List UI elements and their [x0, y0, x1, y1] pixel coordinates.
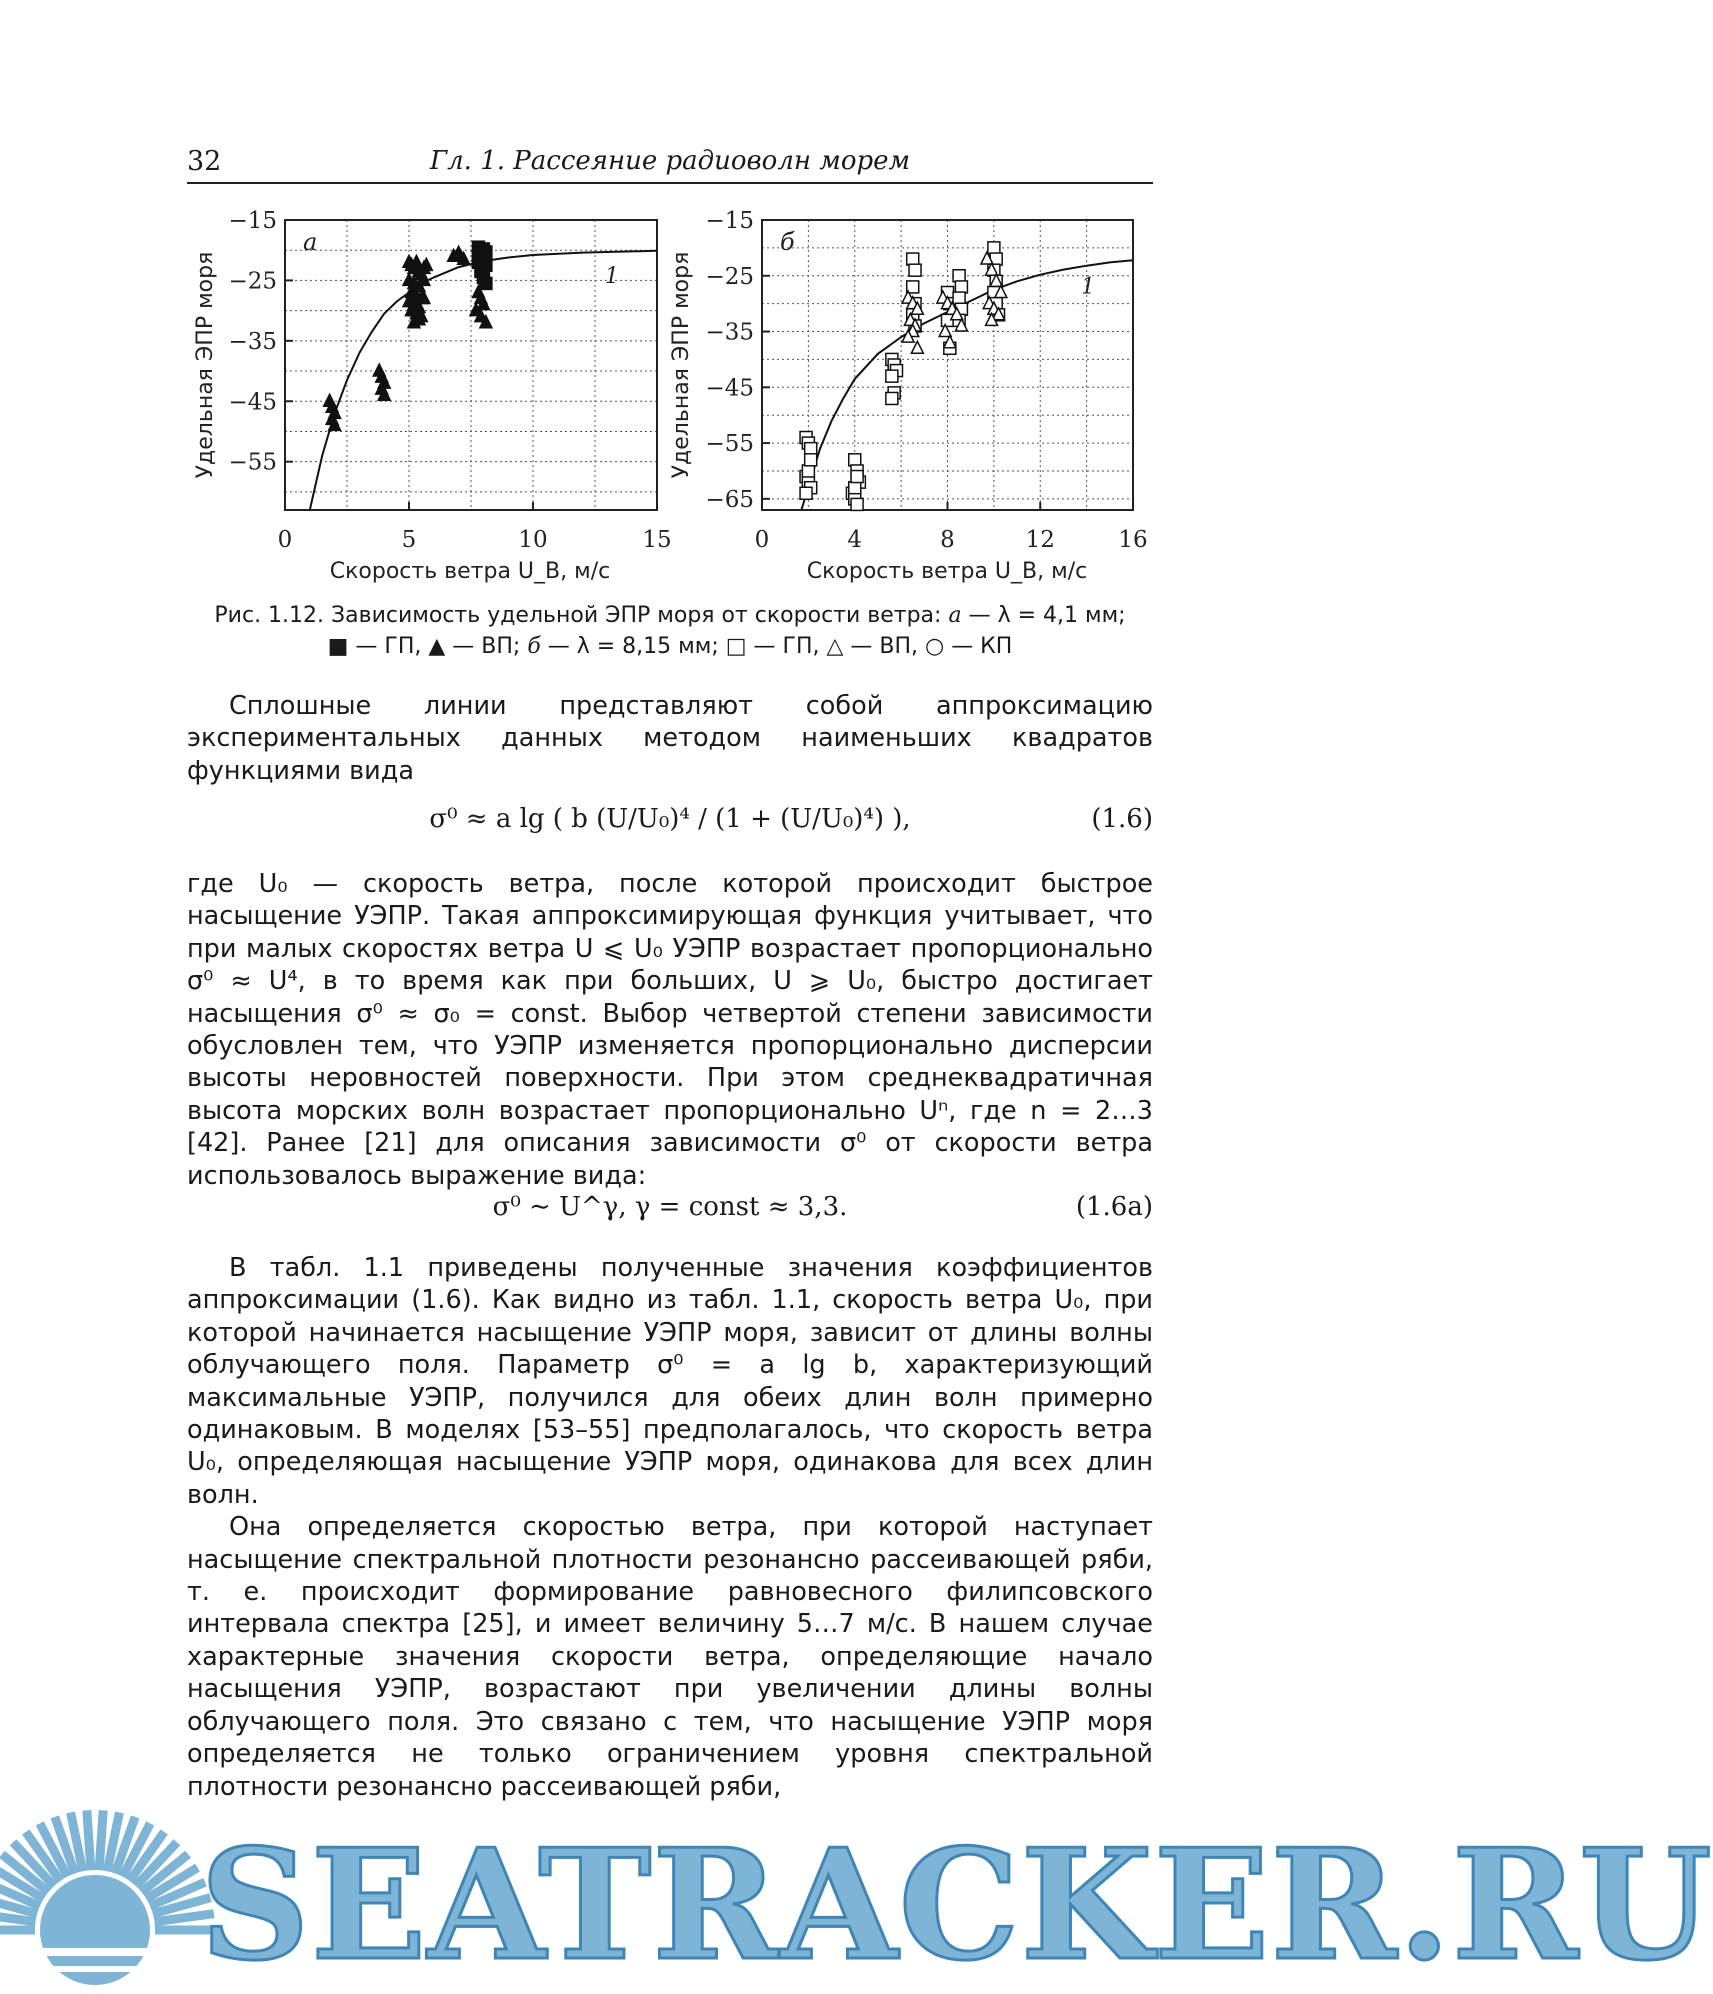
figure-caption: [187, 600, 1153, 662]
x-tick-label: 0: [754, 527, 770, 553]
data-point-square: [477, 250, 489, 262]
x-tick-label: 16: [1118, 527, 1148, 553]
data-point-square: [849, 454, 861, 466]
data-point-square: [480, 277, 492, 289]
x-tick-label: 4: [847, 527, 863, 553]
data-point-square: [907, 253, 919, 265]
sun-ray: [99, 1810, 103, 1870]
paragraph-2: где U₀ — скорость ветра, после которой происходит быстрое насыщение УЭПР. Такая аппроксимирующая функция учитывает, что при малых скоростях ветра U ⩽ U₀ УЭПР возрастает пропорционально σ⁰ ≈ U⁴, в то время как при больших, U ⩾ U₀, быстро достигает насыщения σ⁰ ≈ σ₀ = const. Выбор четвертой степени зависимости обусловлен тем, что УЭПР изменяется пропорционально дисперсии высоты неровностей поверхности. При этом среднеквадратичная высота морских волн возрастает пропорционально Uⁿ, где n = 2…3 [42]. Ранее [21] для описания зависимости σ⁰ от скорости ветра использовалось выражение вида:: [187, 869, 1153, 1191]
data-point-square: [802, 465, 814, 477]
data-point-square: [849, 482, 861, 494]
data-point-triangle: [911, 341, 923, 353]
chapter-title: Гл. 1. Рассеяние радиоволн морем: [429, 146, 911, 176]
chart-а: [193, 208, 672, 584]
curve-label: 1: [604, 264, 619, 290]
curve-label: 1: [1081, 274, 1096, 300]
x-tick-label: 15: [642, 527, 672, 553]
y-tick-label: −15: [228, 208, 277, 234]
equation-1-6: [187, 784, 1153, 874]
sun-horizon-line: [20, 1948, 180, 1956]
page-number: 32: [187, 146, 222, 177]
paragraph-2-block: [187, 868, 1153, 1192]
panel-label: а: [303, 228, 318, 256]
sun-icon: [0, 1810, 215, 1985]
caption-legend-b: — λ = 8,15 мм; □ — ГП, △ — ВП, ○ — КП: [540, 634, 1013, 659]
y-tick-label: −15: [705, 208, 754, 234]
y-tick-label: −25: [705, 263, 754, 290]
y-tick-label: −65: [705, 486, 754, 513]
paragraph-4: Она определяется скоростью ветра, при которой наступает насыщение спектральной плотности резонансно рассеивающей ряби, т. е. происходит формирование равновесного филипсовского интервала спектра [25], и имеет величину 5…7 м/с. В нашем случае характерные значения скорости ветра, определяющие начало насыщения УЭПР, возрастают при увеличении длины волны облучающего поля. Это связано с тем, что насыщение УЭПР моря определяется не только ограничением уровня спектральной плотности резонансно рассеивающей ряби,: [187, 1512, 1153, 1802]
x-tick-label: 5: [401, 527, 417, 553]
caption-label-a: а: [948, 603, 962, 628]
x-tick-label: 8: [940, 527, 955, 553]
paragraph-3-block: [187, 1252, 1153, 1803]
y-axis-label: Удельная ЭПР моря: [669, 251, 694, 479]
data-point-square: [805, 443, 817, 455]
equation-1-6a: [187, 1192, 1153, 1232]
x-tick-label: 12: [1025, 527, 1055, 553]
data-point-square: [805, 454, 817, 466]
paragraph-3: В табл. 1.1 приведены полученные значения коэффициентов аппроксимации (1.6). Как видно из табл. 1.1, скорость ветра U₀, при которой начинается насыщение УЭПР моря, зависит от длины волны облучающего поля. Параметр σ⁰ = a lg b, характеризующий максимальные УЭПР, получился для обеих длин волн примерно одинаковым. В моделях [53–55] предполагалось, что скорость ветра U₀, определяющая насыщение УЭПР моря, одинакова для всех длин волн.: [187, 1253, 1153, 1510]
x-tick-label: 0: [277, 527, 293, 553]
paragraph-1-block: [187, 690, 1153, 787]
y-tick-label: −55: [705, 431, 754, 458]
equation-1-6-body: σ⁰ ≈ a lg ( b (U/U₀)⁴ / (1 + (U/U₀)⁴) ),: [429, 804, 911, 834]
data-point-square: [886, 392, 898, 404]
data-point-square: [909, 264, 921, 276]
data-point-square: [988, 242, 1000, 254]
x-axis-label: Скорость ветра U_B, м/с: [329, 559, 611, 584]
data-point-square: [886, 370, 898, 382]
sun-horizon-line: [20, 1966, 180, 1972]
paragraph-1: Сплошные линии представляют собой аппроксимацию экспериментальных данных методом наименьших квадратов функциями вида: [187, 691, 1153, 786]
data-point-square: [953, 270, 965, 282]
caption-label-b: б: [527, 634, 541, 659]
y-tick-label: −55: [228, 449, 277, 476]
figure-charts: [0, 195, 1344, 595]
x-tick-label: 10: [518, 527, 548, 553]
y-axis-label: Удельная ЭПР моря: [193, 251, 218, 479]
y-tick-label: −35: [228, 328, 277, 355]
chart-б: [669, 208, 1148, 584]
watermark-text: SEATRACKER.RU: [200, 1815, 1713, 1994]
y-tick-label: −45: [228, 389, 277, 416]
data-point-square: [953, 292, 965, 304]
caption-line1-pre: Рис. 1.12. Зависимость удельной ЭПР моря от скорости ветра:: [214, 603, 949, 628]
y-tick-label: −45: [705, 375, 754, 402]
caption-line1-mid: — λ = 4,1 мм;: [961, 603, 1126, 628]
x-axis-label: Скорость ветра U_B, м/с: [806, 559, 1088, 584]
data-point-square: [955, 281, 967, 293]
page-header: [187, 146, 1153, 184]
caption-legend-a: ■ — ГП, ▲ — ВП;: [327, 634, 528, 659]
data-point-square: [851, 498, 863, 510]
data-point-square: [800, 487, 812, 499]
y-tick-label: −25: [228, 268, 277, 295]
panel-label: б: [780, 228, 795, 256]
data-point-square: [851, 471, 863, 483]
equation-1-6-number: (1.6): [1091, 804, 1153, 834]
equation-1-6a-number: (1.6а): [1075, 1192, 1153, 1222]
y-tick-label: −35: [705, 319, 754, 346]
sun-ray: [87, 1810, 91, 1870]
equation-1-6a-body: σ⁰ ∼ U^γ, γ = const ≈ 3,3.: [492, 1192, 848, 1222]
